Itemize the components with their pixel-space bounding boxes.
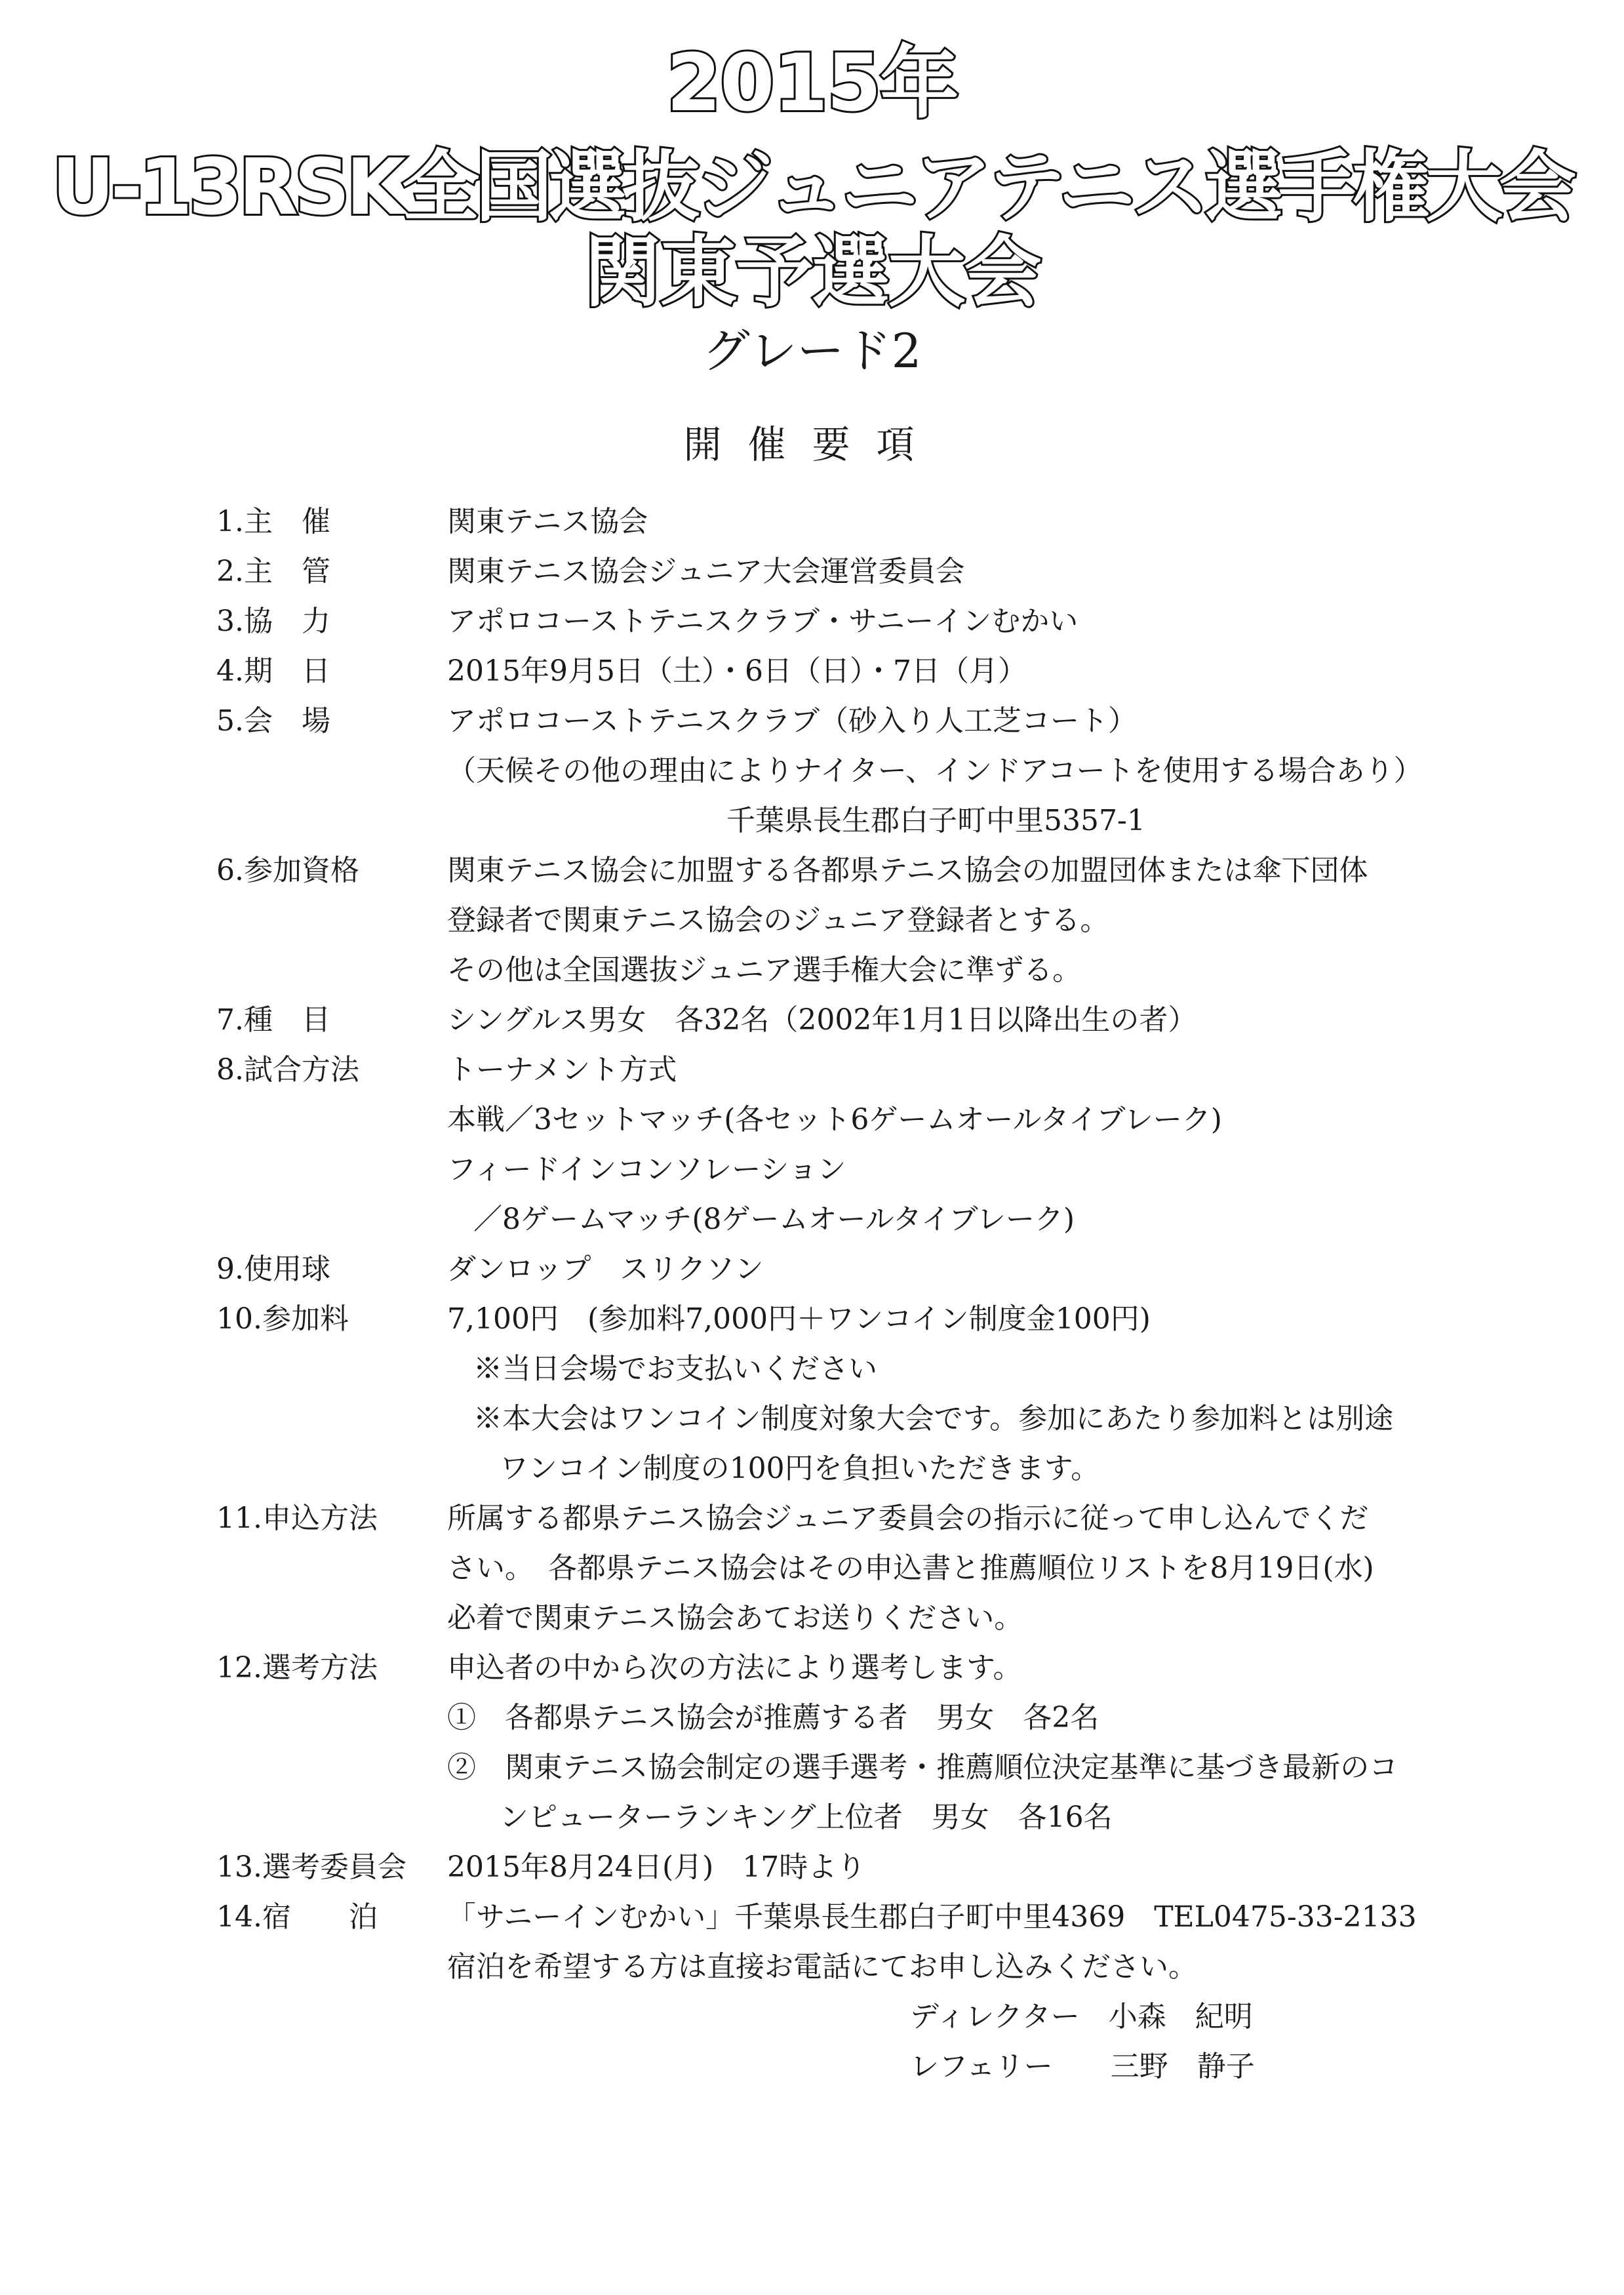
item-label: 2.主 管	[216, 555, 330, 588]
item-text: シングルス男女 各32名（2002年1月1日以降出生の者）	[447, 1003, 1197, 1037]
item-text: 申込者の中から次の方法により選考します。	[447, 1651, 1022, 1685]
item-label: 11.申込方法	[216, 1502, 378, 1535]
item-label: 5.会 場	[216, 704, 330, 738]
item-label: 1.主 催	[216, 505, 330, 538]
item-text: アポロコーストテニスクラブ（砂入り人工芝コート）	[447, 704, 1138, 738]
document-title-qualifier: 関東予選大会	[584, 227, 1040, 317]
item-text: （天候その他の理由によりナイター、インドアコートを使用する場合あり）	[447, 754, 1423, 788]
item-text: 「サニーインむかい」千葉県長生郡白子町中里4369 TEL0475-33-2133	[447, 1900, 1417, 1934]
referee-name: レフェリー 三野 静子	[910, 2050, 1255, 2083]
item-text: 宿泊を希望する方は直接お電話にてお申し込みください。	[447, 1950, 1197, 1984]
item-label: 6.参加資格	[216, 854, 359, 887]
item-text: トーナメント方式	[447, 1053, 677, 1087]
item-text: アポロコーストテニスクラブ・サニーインむかい	[447, 605, 1079, 638]
item-text: 登録者で関東テニス協会のジュニア登録者とする。	[447, 904, 1109, 937]
item-text: ※本大会はワンコイン制度対象大会です。参加にあたり参加料とは別途	[473, 1402, 1394, 1435]
item-label: 13.選考委員会	[216, 1850, 406, 1884]
item-text: ① 各都県テニス協会が推薦する者 男女 各2名	[447, 1701, 1099, 1734]
item-text: 7,100円 (参加料7,000円＋ワンコイン制度金100円)	[447, 1302, 1151, 1336]
item-text: ※当日会場でお支払いください	[473, 1352, 877, 1386]
item-label: 12.選考方法	[216, 1651, 378, 1685]
item-label: 8.試合方法	[216, 1053, 359, 1087]
item-text: 2015年9月5日（土）・6日（日）・7日（月）	[447, 654, 1027, 688]
item-text: ／8ゲームマッチ(8ゲームオールタイブレーク)	[473, 1203, 1075, 1236]
venue-address: 千葉県長生郡白子町中里5357-1	[726, 804, 1145, 837]
item-text: ダンロップ スリクソン	[447, 1252, 764, 1286]
document-title-year: 2015年	[666, 38, 958, 129]
grade-label: グレード2	[702, 323, 922, 378]
item-text: ンピューターランキング上位者 男女 各16名	[500, 1801, 1113, 1834]
item-text: フィードインコンソレーション	[447, 1153, 846, 1186]
director-name: ディレクター 小森 紀明	[910, 2000, 1253, 2033]
item-text: 関東テニス協会ジュニア大会運営委員会	[447, 555, 965, 588]
item-label: 3.協 力	[216, 605, 330, 638]
item-text: ワンコイン制度の100円を負担いただきます。	[500, 1452, 1100, 1485]
item-text: 必着で関東テニス協会あてお送りください。	[447, 1601, 1023, 1635]
item-text: その他は全国選抜ジュニア選手権大会に準ずる。	[447, 953, 1082, 987]
item-text: 2015年8月24日(月) 17時より	[447, 1850, 866, 1884]
item-label: 9.使用球	[216, 1252, 330, 1286]
document-title-tournament: U-13RSK全国選抜ジュニアテニス選手権大会	[51, 142, 1573, 232]
item-text: さい。 各都県テニス協会はその申込書と推薦順位リストを8月19日(水)	[447, 1551, 1374, 1585]
section-heading: 開催要項	[683, 422, 941, 467]
item-text: 本戦／3セットマッチ(各セット6ゲームオールタイブレーク)	[447, 1103, 1222, 1136]
item-text: 関東テニス協会に加盟する各都県テニス協会の加盟団体または傘下団体	[447, 854, 1368, 887]
item-label: 14.宿 泊	[216, 1900, 378, 1934]
item-text: 関東テニス協会	[447, 505, 648, 538]
item-label: 7.種 目	[216, 1003, 330, 1037]
item-label: 10.参加料	[216, 1302, 349, 1336]
item-text: ② 関東テニス協会制定の選手選考・推薦順位決定基準に基づき最新のコ	[447, 1751, 1398, 1784]
item-label: 4.期 日	[216, 654, 330, 688]
item-text: 所属する都県テニス協会ジュニア委員会の指示に従って申し込んでくだ	[447, 1502, 1369, 1535]
